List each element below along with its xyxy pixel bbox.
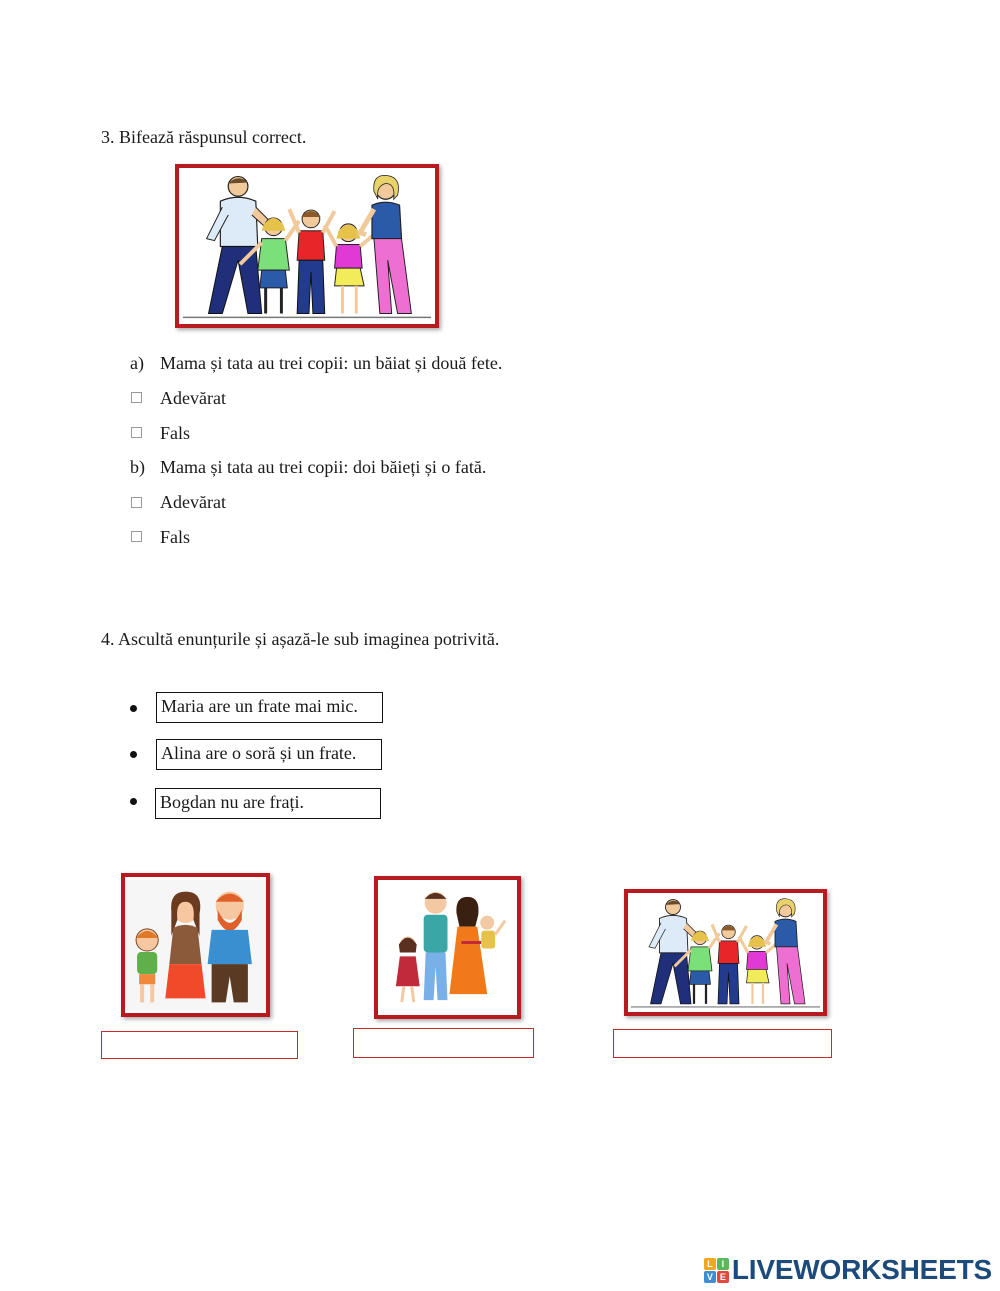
option-a-adevarat-label: Adevărat [160,388,226,408]
logo-tile: E [717,1271,729,1283]
option-b-adevarat-label: Adevărat [160,492,226,512]
brand-name: LIVEWORKSHEETS [731,1254,992,1285]
draggable-statement-2[interactable]: Alina are o soră și un frate. [156,739,382,770]
family-three-image [121,873,270,1017]
family-five-image-small [624,889,827,1016]
question-b-letter: b) [130,457,145,477]
logo-tile: V [704,1271,716,1283]
option-a-fals-label: Fals [160,423,191,443]
draggable-statement-1[interactable]: Maria are un frate mai mic. [156,692,383,723]
family-five-illustration [628,893,823,1012]
family-five-illustration [179,168,435,324]
family-three-illustration [125,877,266,1013]
bullet [130,705,137,712]
liveworksheets-brand [704,1255,992,1285]
logo-tile: L [704,1258,716,1270]
question-b-text: Mama și tata au trei copii: doi băieți și o fată. [160,457,487,477]
drop-zone-1[interactable] [101,1031,298,1059]
checkbox-a-adevarat[interactable] [131,392,142,403]
family-four-illustration [378,880,517,1015]
drop-zone-2[interactable] [353,1028,534,1058]
checkbox-b-adevarat[interactable] [131,497,142,508]
checkbox-b-fals[interactable] [131,531,142,542]
exercise-4-title: 4. Ascultă enunțurile și așază-le sub imaginea potrivită. [101,629,500,649]
question-a-letter: a) [130,353,144,373]
option-b-fals-label: Fals [160,527,191,547]
bullet [130,798,137,805]
drop-zone-3[interactable] [613,1029,832,1058]
logo-tile: I [717,1258,729,1270]
question-a-text: Mama și tata au trei copii: un băiat și două fete. [160,353,503,373]
family-five-image [175,164,439,328]
family-four-image [374,876,521,1019]
exercise-3-title: 3. Bifează răspunsul correct. [101,127,307,147]
bullet [130,751,137,758]
liveworksheets-logo-icon [704,1258,729,1283]
checkbox-a-fals[interactable] [131,427,142,438]
draggable-statement-3[interactable]: Bogdan nu are frați. [155,788,381,819]
